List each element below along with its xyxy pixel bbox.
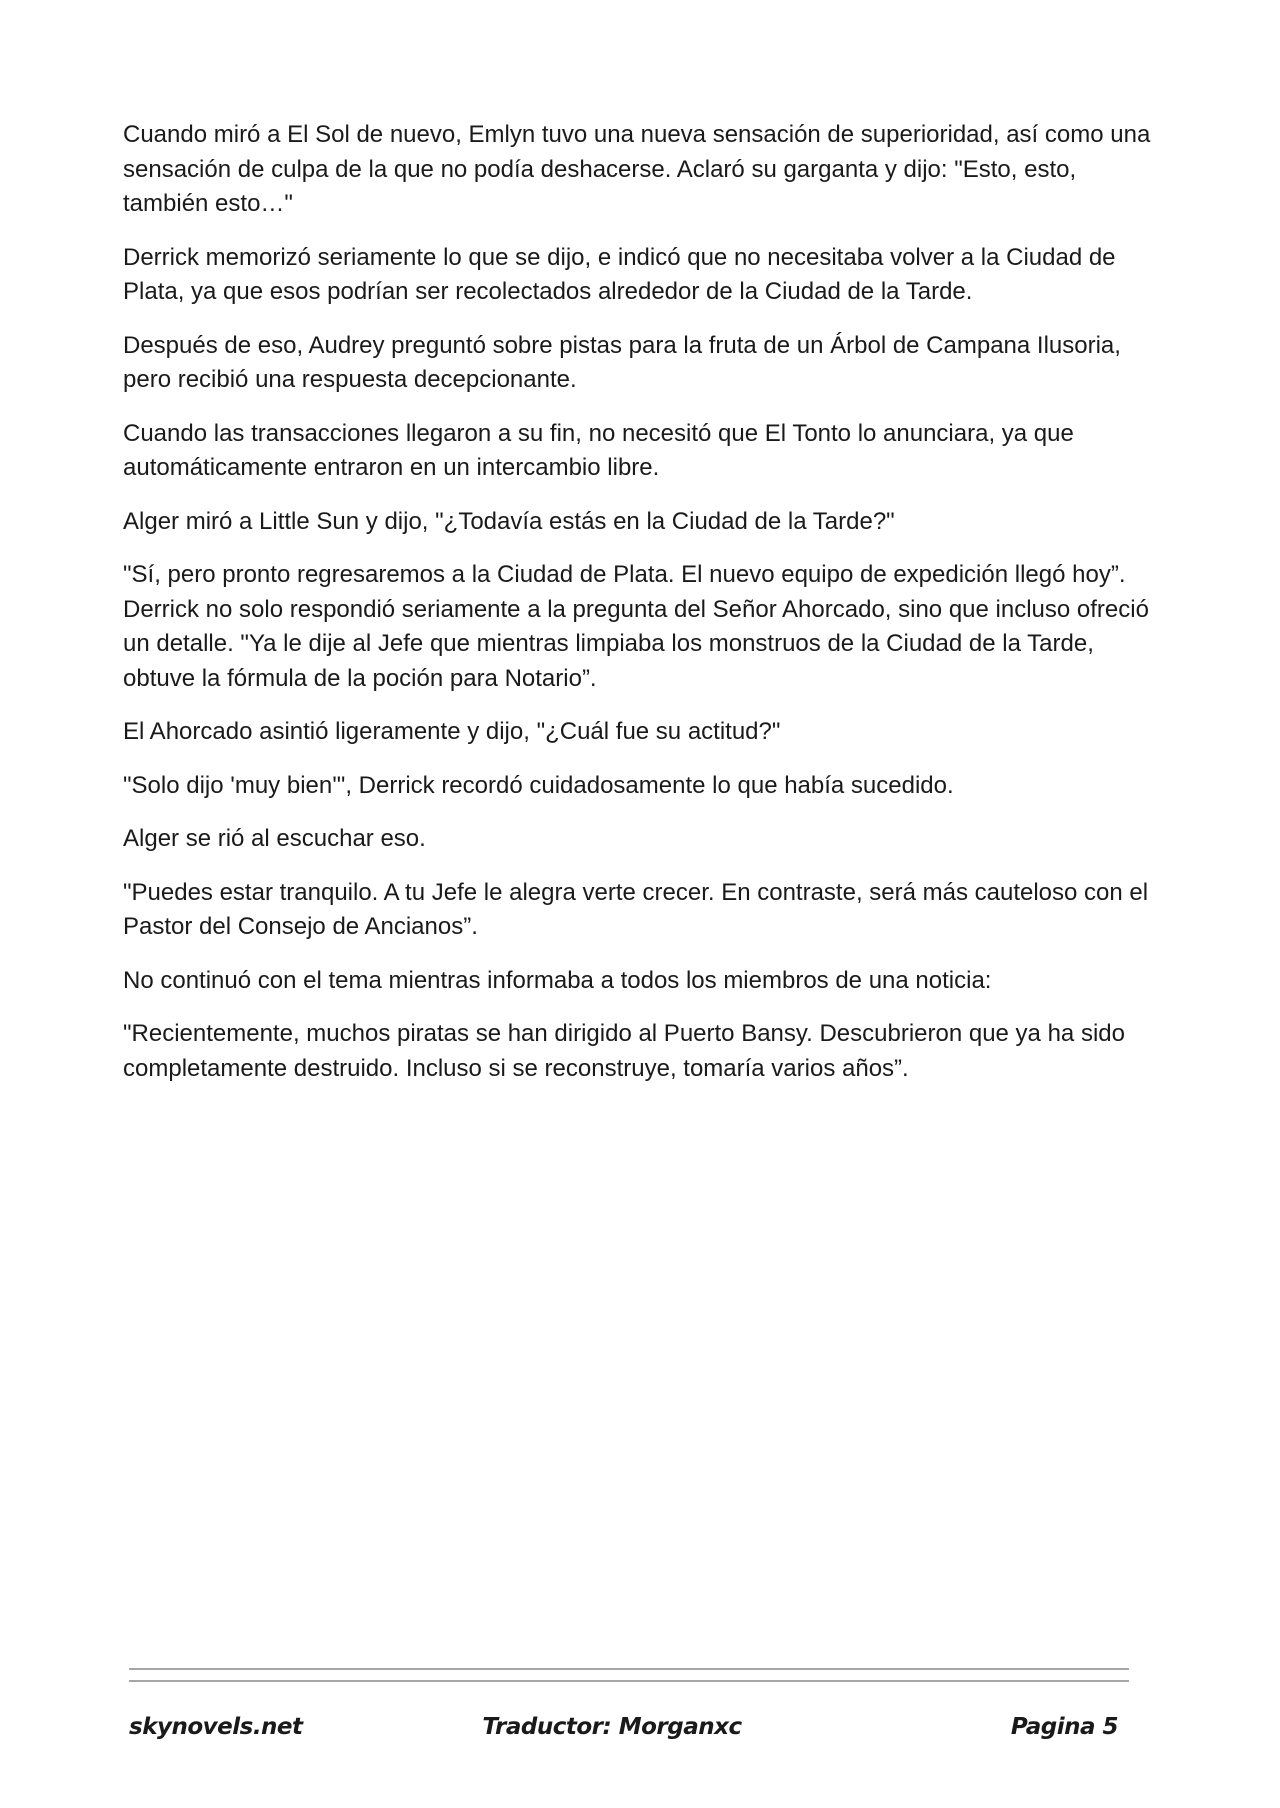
paragraph: Alger miró a Little Sun y dijo, "¿Todavía estás en la Ciudad de la Tarde?" [123, 507, 895, 535]
paragraph: Alger se rió al escuchar eso. [123, 825, 426, 852]
footer-translator: Traductor: Morganxc [482, 1714, 742, 1740]
paragraph: Derrick memorizó seriamente lo que se dijo, e indicó que no necesitaba volver a la Ciudad de Plata, ya que esos podrían ser recolectados alrededor de la Ciudad de la Tarde. [123, 243, 1116, 305]
paragraph: Cuando las transacciones llegaron a su fin, no necesitó que El Tonto lo anunciara, ya que automáticamente entraron en un intercambio libre. [123, 419, 1074, 481]
body-text [123, 118, 1163, 1105]
paragraph: No continuó con el tema mientras informaba a todos los miembros de una noticia: [123, 966, 992, 994]
paragraph: "Puedes estar tranquilo. A tu Jefe le alegra verte crecer. En contraste, será más cauteloso con el Pastor del Consejo de Ancianos”. [123, 878, 1149, 940]
footer-page-number: Pagina 5 [1010, 1714, 1118, 1740]
footer-divider-top [129, 1668, 1129, 1670]
footer-site: skynovels.net [129, 1714, 303, 1740]
paragraph: "Solo dijo 'muy bien'", Derrick recordó cuidadosamente lo que había sucedido. [123, 771, 954, 799]
paragraph: Después de eso, Audrey preguntó sobre pistas para la fruta de un Árbol de Campana Ilusoria, pero recibió una respuesta decepcionante. [123, 331, 1121, 393]
paragraph: "Sí, pero pronto regresaremos a la Ciudad de Plata. El nuevo equipo de expedición llegó hoy”. Derrick no solo respondió seriamente a la pregunta del Señor Ahorcado, sino que incluso ofreció un detalle. "Ya le dije al Jefe que mientras limpiaba los monstruos de la Ciudad de la Tarde, obtuve la fórmula de la poción para Notario”. [123, 561, 1149, 692]
paragraph: El Ahorcado asintió ligeramente y dijo, "¿Cuál fue su actitud?" [123, 718, 781, 745]
paragraph: Cuando miró a El Sol de nuevo, Emlyn tuvo una nueva sensación de superioridad, así como una sensación de culpa de la que no podía deshacerse. Aclaró su garganta y dijo: "Esto, esto, también esto…" [123, 121, 1151, 217]
paragraph: "Recientemente, muchos piratas se han dirigido al Puerto Bansy. Descubrieron que ya ha sido completamente destruido. Incluso si se reconstruye, tomaría varios años”. [123, 1020, 1125, 1082]
footer-divider-bottom [129, 1680, 1129, 1682]
